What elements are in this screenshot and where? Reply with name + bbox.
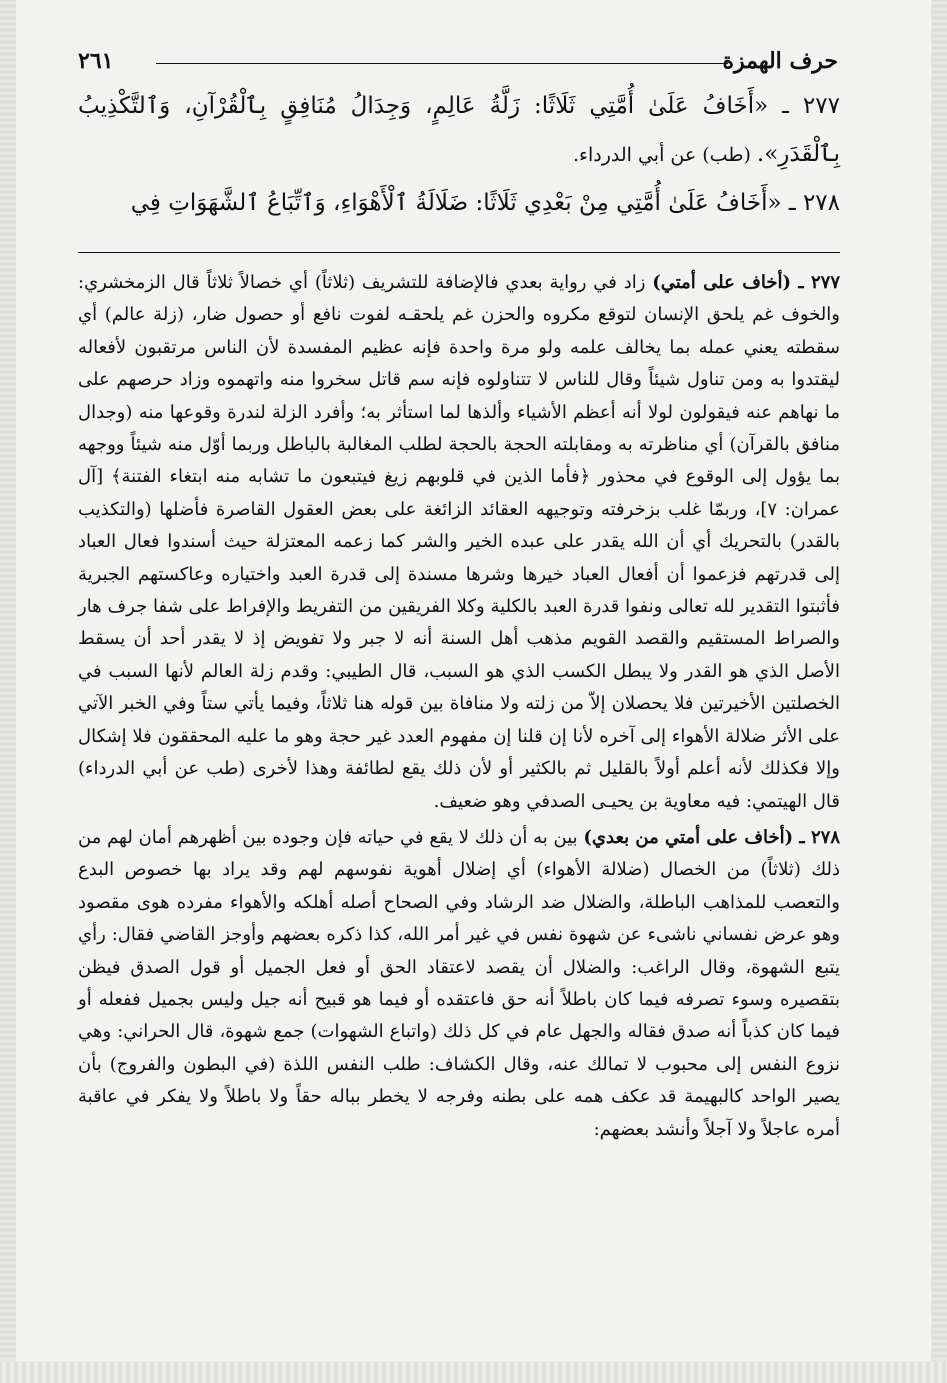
hadith-section [78, 82, 840, 228]
commentary-text: زاد في رواية بعدي فالإضافة للتشريف (ثلاثاً) أي خصالاً ثلاثاً قال الزمخشري: والخوف غم يلحق الإنسان لتوقع مكروه والحزن غم يلحقـه لفوت نافع أو حصول ضار، (زلة عالم) أي سقطته يعني عمله بما يخالف علمه ولو مرة واحدة فإنه عظيم المفسدة لأن الناس مرتقبون لأفعاله ليقتدوا به ومن تناول شيئاً وقال للناس لا تتناولوه فإنه سم قاتل سخروا منه واتهموه وزاد حرصهم على ما نهاهم عنه فيقولون لولا أنه أعظم الأشياء وألذها لما استأثر به؛ وأفرد الزلة لندرة وقوعها منه (وجدال منافق بالقرآن) أي مناظرته به ومقابلته الحجة بالحجة لطلب المغالبة بالباطل وربما أوّل منه شيئاً ووجهه بما يؤول إلى الوقوع في محذور ﴿فأما الذين في قلوبهم زيغ فيتبعون ما تشابه منه ابتغاء الفتنة﴾ [آل عمران: ٧]، وربمّا غلب بزخرفته وتوجيهه العقائد الزائغة على بعض العقول القاصرة فأضلها (والتكذيب بالقدر) بالتحريك أي أن الله يقدر على عبده الخير والشر كما زعمه المعتزلة حيث أسندوا فعال العباد إلى قدرتهم فزعموا أن أفعال العباد خيرها وشرها مسندة إلى قدرة العبد واختياره وعاكستهم الجبرية فأثبتوا التقدير لله تعالى ونفوا قدرة العبد بالكلية وكلا الفريقين من التفريط والإفراط على شفا جرف هار والصراط المستقيم والقصد القويم مذهب أهل السنة أنه لا جبر ولا تفويض إذ لا يقدر أحد أن يسقط الأصل الذي هو القدر ولا يبطل الكسب الذي هو السبب، قال الطيبي: وقدم زلة العالم لأنها السبب في الخصلتين الأخيرتين فلا يحصلان إلاّ من زلته ولا منافاة بين قوله هنا ثلاثاً، وفيما يأتي ستاً وفي الخبر الآتي على الأثر ضلالة الأهواء إلى آخره لأنا إن قلنا إن مفهوم العدد غير حجة وهو ما عليه المحققون فلا إشكال وإلا فكذلك لأنه أعلم أولاً بالقليل ثم بالكثير أو لأن ذلك يقع لطائفة وهذا لأخرى (طب عن أبي الدرداء) قال الهيتمي: فيه معاوية بن يحيـى الصدفي وهو ضعيف. [78, 272, 841, 812]
scan-edge-bottom [0, 1361, 947, 1383]
scan-edge-left [0, 0, 16, 1383]
hadith-number: ٢٧٧ ـ [768, 93, 840, 119]
scan-edge-right [931, 0, 947, 1383]
hadith-278 [78, 179, 840, 228]
hadith-text: «أَخَافُ عَلَىٰ أُمَّتِي ثَلَاثًا: زَلَّةُ عَالِمٍ، وَجِدَالُ مُنَافِقٍ بِٱلْقُرْآنِ، وَٱلتَّكْذِيبُ بِٱلْقَدَرِ». [78, 93, 840, 167]
hadith-text: «أَخَافُ عَلَىٰ أُمَّتِي مِنْ بَعْدِي ثَلَاثًا: ضَلَالَةُ ٱلْأَهْوَاءِ، وَٱتِّبَاعُ ٱلشَّهَوَاتِ فِي [130, 190, 782, 216]
commentary-278 [78, 822, 840, 1146]
chapter-title: حرف الهمزة [722, 48, 838, 74]
hadith-number: ٢٧٨ ـ [781, 190, 840, 216]
page-header [78, 30, 840, 74]
commentary-lead: ٢٧٧ ـ (أخاف على أمتي) [652, 272, 840, 293]
page-number: ٢٦١ [78, 48, 114, 74]
commentary-lead: ٢٧٨ ـ (أخاف على أمتي من بعدي) [583, 826, 840, 848]
commentary-section [78, 267, 840, 1146]
hadith-source: (طب) عن أبي الدرداء. [573, 144, 757, 166]
commentary-277 [78, 267, 840, 818]
commentary-text: بين به أن ذلك لا يقع في حياته فإن وجوده بين أظهرهم أمان لهم من ذلك (ثلاثاً) من الخصال (ضلالة الأهواء) أي إضلال أهوية نفوسهم لهم وقد يراد بها خصوص البدع والتعصب للمذاهب الباطلة، والضلال ضد الرشاد وفي الصحاح أصله أهلكه والأهواء مفرده هوى مقصود وهو عرض نفساني ناشىء عن شهوة نفس في غير أمر الله، كذا ذكره بعضهم وأوجز القاضي فقال: رأي يتبع الشهوة، وقال الراغب: والضلال أن يقصد لاعتقاد الحق أو فعل الجميل أو قول الصدق فيظن بتقصيره وسوء تصرفه فيما كان باطلاً أنه حق فاعتقده أو فيما هو قبيح أنه جيل وليس بجميل ففعله أو فيما كان كذباً أنه صدق فقاله والجهل عام في كل ذلك (واتباع الشهوات) جمع شهوة، قال الحراني: وهي نزوع النفس إلى محبوب لا تمالك عنه، وقال الكشاف: طلب النفس اللذة (في البطون والفروج) بأن يصير الواحد كالبهيمة قد عكف همه على بطنه وفرجه لا يخطر بباله حقاً ولا باطلاً ولا يفكر في عاقبة أمره عاجلاً ولا آجلاً وأنشد بعضهم: [78, 826, 840, 1140]
header-rule [156, 63, 728, 64]
section-divider [78, 252, 840, 253]
book-page [78, 30, 840, 1350]
hadith-277 [78, 82, 840, 179]
